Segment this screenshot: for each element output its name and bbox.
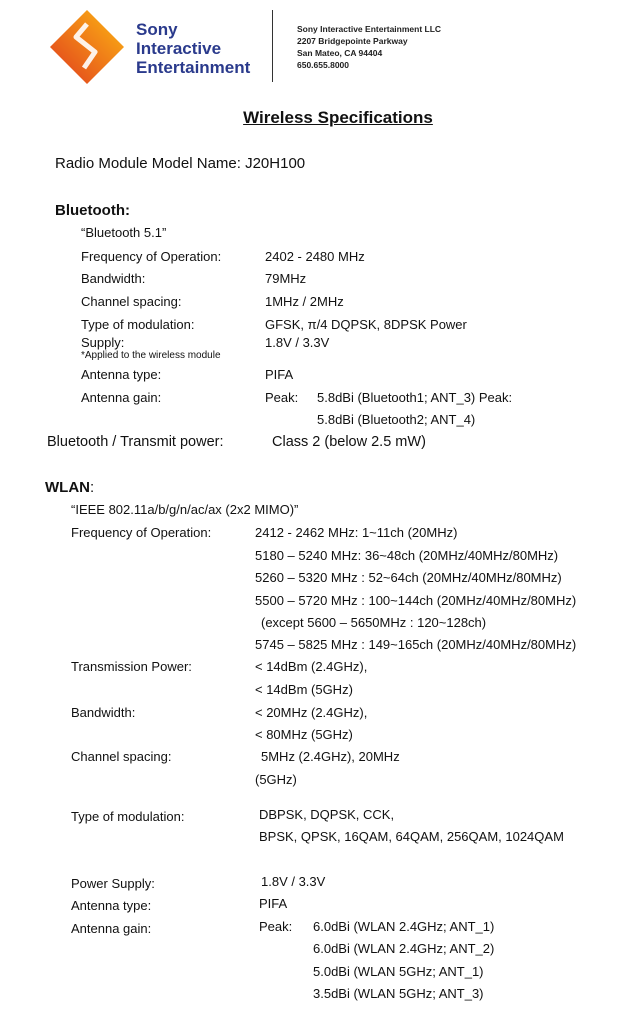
wlan-gain-line: 3.5dBi (WLAN 5GHz; ANT_3)	[313, 986, 484, 1001]
bt-freq-label: Frequency of Operation:	[81, 249, 222, 264]
wlan-tx-line: < 14dBm (2.4GHz),	[255, 659, 368, 674]
bt-supply-value: 1.8V / 3.3V	[265, 335, 330, 350]
wlan-freq-line: 5180 – 5240 MHz: 36~48ch (20MHz/40MHz/80MHz)	[255, 548, 559, 563]
wlan-gain-line: 5.0dBi (WLAN 5GHz; ANT_1)	[313, 964, 484, 979]
address-line-4: 650.655.8000	[297, 60, 349, 70]
bluetooth-version: “Bluetooth 5.1”	[81, 225, 167, 240]
wlan-freq-line: 5500 – 5720 MHz : 100~144ch (20MHz/40MHz/80MHz)	[255, 593, 577, 608]
bt-cs-value: 1MHz / 2MHz	[265, 294, 344, 309]
bt-mod-value: GFSK, π/4 DQPSK, 8DPSK Power	[265, 317, 467, 332]
wlan-gain-peak: Peak:	[259, 919, 293, 934]
wlan-cs-label: Channel spacing:	[71, 749, 172, 764]
wlan-mod-line: BPSK, QPSK, 16QAM, 64QAM, 256QAM, 1024QAM	[259, 829, 564, 844]
wlan-heading-text: WLAN	[45, 479, 90, 496]
wlan-gain-label: Antenna gain:	[71, 921, 152, 936]
wlan-heading-colon: :	[90, 479, 95, 496]
wlan-gain-line: 6.0dBi (WLAN 2.4GHz; ANT_2)	[313, 941, 495, 956]
bt-mod-label: Type of modulation:	[81, 317, 195, 332]
wlan-freq-line: (except 5600 – 5650MHz : 120~128ch)	[261, 615, 487, 630]
bt-gain-peak: Peak:	[265, 390, 299, 405]
brand-line-3: Entertainment	[136, 58, 251, 77]
wlan-cs-line: (5GHz)	[255, 772, 297, 787]
address-line-3: San Mateo, CA 94404	[297, 48, 383, 58]
wlan-freq-label: Frequency of Operation:	[71, 525, 212, 540]
address-line-2: 2207 Bridgepointe Parkway	[297, 36, 408, 46]
bt-supply-note: *Applied to the wireless module	[81, 350, 221, 361]
wlan-supply-value: 1.8V / 3.3V	[261, 874, 326, 889]
wlan-standard: “IEEE 802.11a/b/g/n/ac/ax (2x2 MIMO)”	[71, 502, 299, 517]
brand-line-2: Interactive	[136, 39, 222, 58]
bt-freq-value: 2402 - 2480 MHz	[265, 249, 365, 264]
wlan-cs-line: 5MHz (2.4GHz), 20MHz	[261, 749, 400, 764]
bluetooth-heading: Bluetooth:	[55, 202, 130, 219]
wlan-tx-line: < 14dBm (5GHz)	[255, 682, 353, 697]
bt-supply-label: Supply:	[81, 335, 125, 350]
address-line-1: Sony Interactive Entertainment LLC	[297, 24, 442, 34]
document-title: Wireless Specifications	[243, 108, 433, 127]
wlan-supply-label: Power Supply:	[71, 876, 155, 891]
wlan-antenna-label: Antenna type:	[71, 898, 152, 913]
wlan-antenna-value: PIFA	[259, 896, 288, 911]
bt-cs-label: Channel spacing:	[81, 294, 182, 309]
sony-interactive-logo	[50, 10, 124, 84]
wlan-mod-line: DBPSK, DQPSK, CCK,	[259, 807, 395, 822]
wlan-bw-line: < 20MHz (2.4GHz),	[255, 705, 368, 720]
bt-gain-line-1: 5.8dBi (Bluetooth1; ANT_3) Peak:	[317, 390, 513, 405]
wlan-gain-line: 6.0dBi (WLAN 2.4GHz; ANT_1)	[313, 919, 495, 934]
bt-bw-value: 79MHz	[265, 271, 307, 286]
wlan-tx-label: Transmission Power:	[71, 659, 192, 674]
wlan-freq-line: 5745 – 5825 MHz : 149~165ch (20MHz/40MHz/80MHz)	[255, 637, 577, 652]
header-divider	[272, 10, 273, 82]
bt-antenna-value: PIFA	[265, 367, 294, 382]
wlan-mod-label: Type of modulation:	[71, 809, 185, 824]
bt-power-label: Bluetooth / Transmit power:	[47, 434, 224, 450]
bt-gain-label: Antenna gain:	[81, 390, 162, 405]
wlan-freq-line: 5260 – 5320 MHz : 52~64ch (20MHz/40MHz/80MHz)	[255, 570, 562, 585]
company-address	[297, 23, 441, 71]
wlan-bw-line: < 80MHz (5GHz)	[255, 727, 353, 742]
bt-gain-line-2: 5.8dBi (Bluetooth2; ANT_4)	[317, 412, 476, 427]
bt-antenna-label: Antenna type:	[81, 367, 162, 382]
wlan-freq-line: 2412 - 2462 MHz: 1~11ch (20MHz)	[255, 525, 458, 540]
bt-power-value: Class 2 (below 2.5 mW)	[272, 434, 426, 450]
wlan-bw-label: Bandwidth:	[71, 705, 136, 720]
bt-bw-label: Bandwidth:	[81, 271, 146, 286]
model-name: Radio Module Model Name: J20H100	[55, 155, 306, 172]
brand-name	[136, 20, 250, 77]
wlan-heading	[45, 479, 94, 496]
brand-line-1: Sony	[136, 20, 178, 39]
